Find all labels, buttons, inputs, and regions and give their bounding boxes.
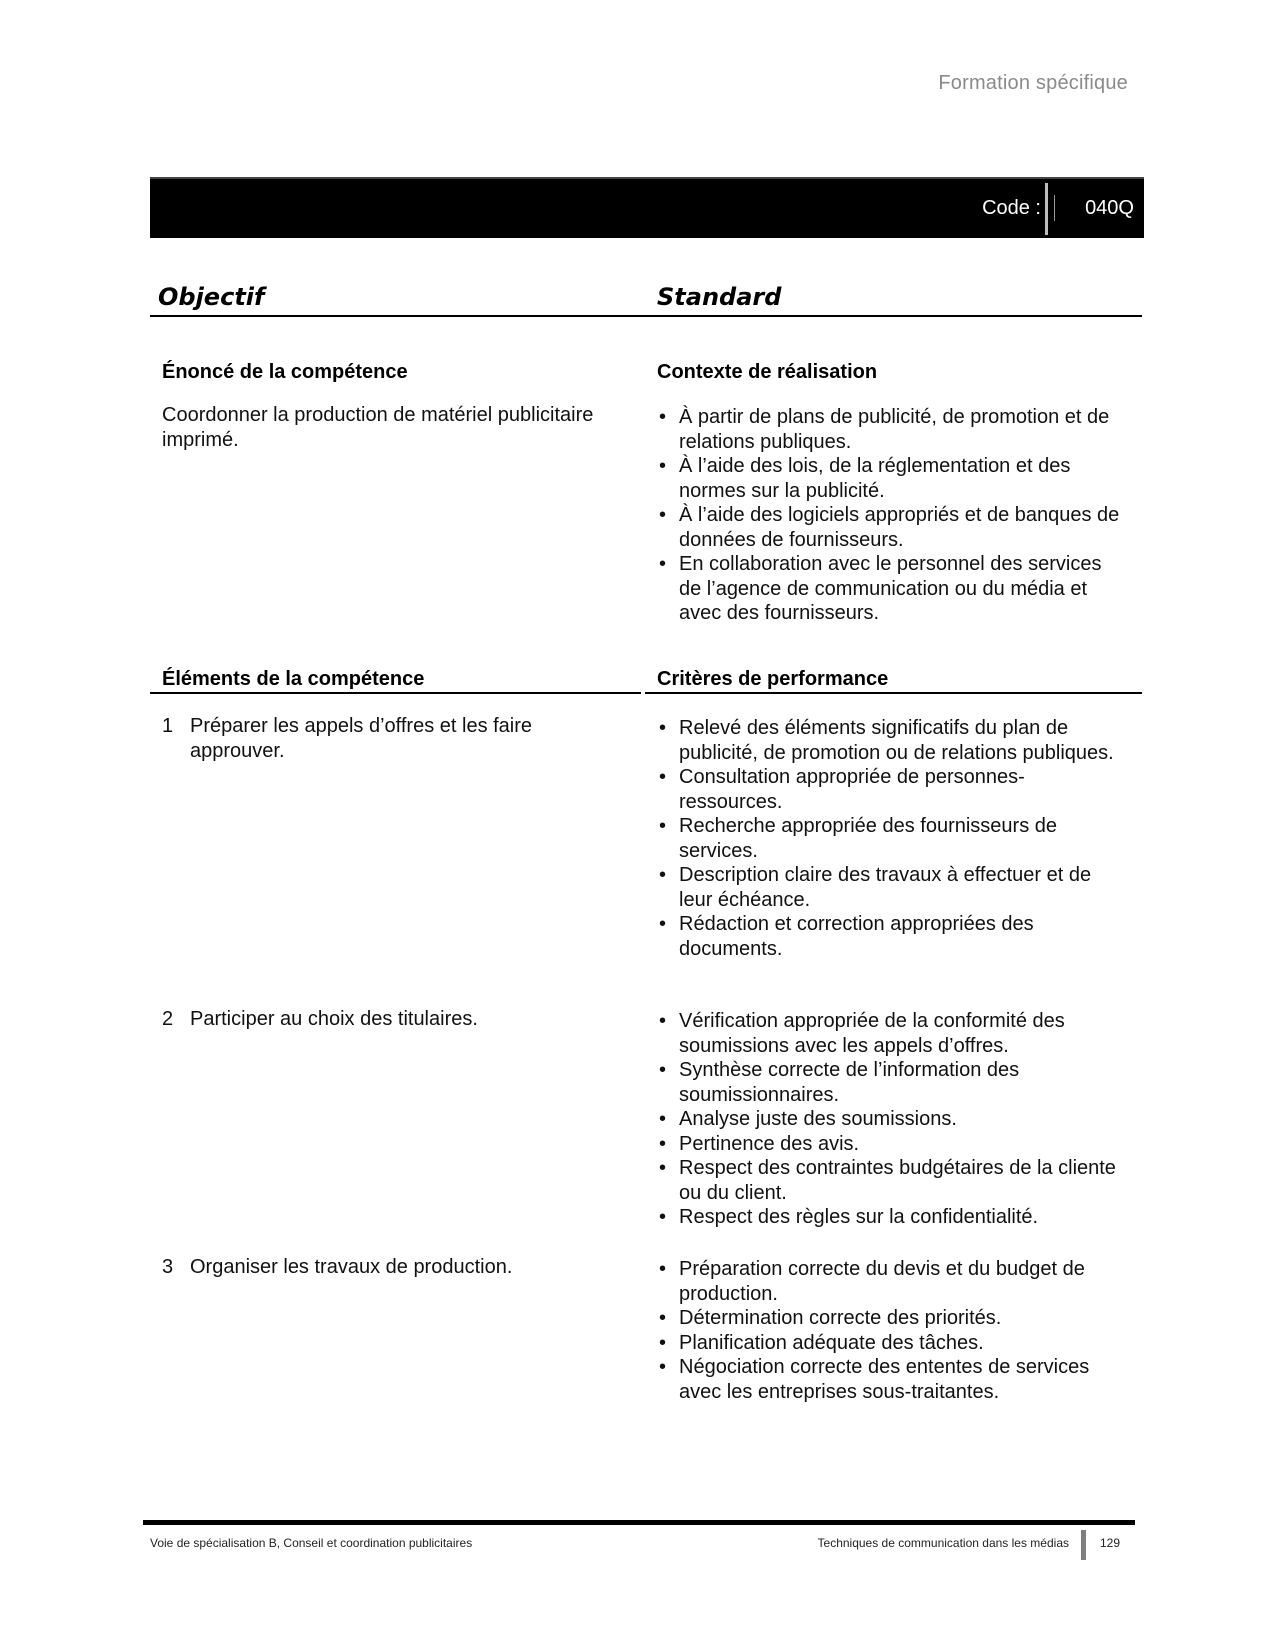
objectif-heading: Objectif [158, 283, 265, 311]
list-item: • Planification adéquate des tâches. [659, 1331, 984, 1354]
list-item: • Consultation appropriée de personnes-ressources. [659, 766, 1025, 813]
list-item: • Détermination correcte des priorités. [659, 1307, 1002, 1329]
element-number: 2 [162, 1008, 174, 1030]
list-item: • Pertinence des avis. [659, 1132, 860, 1155]
standard-heading: Standard [657, 283, 782, 311]
criteria-list-2 [657, 1009, 1127, 1230]
bullet-icon: • [659, 717, 667, 739]
bullet-icon: • [659, 864, 667, 886]
element-text: Participer au choix des titulaires. [190, 1008, 478, 1030]
code-separator [1045, 183, 1048, 235]
list-item: • Analyse juste des soumissions. [659, 1108, 957, 1130]
list-item: • Respect des règles sur la confidentialité. [659, 1206, 1039, 1228]
code-bar [150, 177, 1144, 238]
section-label: Formation spécifique [938, 72, 1128, 94]
list-item: • Respect des contraintes budgétaires de la cliente ou du client. [659, 1157, 1116, 1204]
bullet-icon: • [659, 815, 667, 837]
list-item: • Synthèse correcte de l’information des soumissionnaires. [659, 1059, 1020, 1106]
heading-rule [150, 315, 1142, 317]
element-1 [162, 714, 602, 763]
list-item: • À l’aide des logiciels appropriés et de banques de données de fournisseurs. [659, 504, 1120, 551]
criteria-list-3 [657, 1257, 1127, 1404]
code-separator-thin [1054, 195, 1055, 221]
element-2 [162, 1007, 602, 1032]
list-item: • Rédaction et correction appropriées des documents. [659, 913, 1034, 960]
element-number: 3 [162, 1256, 174, 1278]
list-item: • À partir de plans de publicité, de promotion et de relations publiques. [659, 406, 1110, 453]
element-number: 1 [162, 715, 174, 737]
bullet-icon: • [659, 406, 667, 428]
element-text: Organiser les travaux de production. [190, 1256, 513, 1278]
bullet-icon: • [659, 1331, 667, 1354]
page-number: 129 [1100, 1536, 1121, 1550]
footer-rule [143, 1520, 1135, 1525]
list-item: • Recherche appropriée des fournisseurs de services. [659, 815, 1057, 862]
criteria-title: Critères de performance [657, 668, 889, 690]
list-item: • Relevé des éléments significatifs du plan de publicité, de promotion ou de relations publiques. [659, 717, 1114, 764]
list-item: • Vérification appropriée de la conformité des soumissions avec les appels d’offres. [659, 1010, 1065, 1057]
bullet-icon: • [659, 766, 667, 788]
context-list [657, 405, 1127, 626]
element-3 [162, 1255, 602, 1280]
list-item: • En collaboration avec le personnel des services de l’agence de communication ou du média et avec des fournisseurs. [659, 553, 1102, 624]
list-item: • À l’aide des lois, de la réglementation et des normes sur la publicité. [659, 455, 1071, 502]
elements-rule [150, 692, 641, 694]
bullet-icon: • [659, 455, 667, 477]
list-item: • Description claire des travaux à effectuer et de leur échéance. [659, 864, 1092, 911]
bullet-icon: • [659, 1258, 667, 1280]
bullet-icon: • [659, 1157, 667, 1179]
bullet-icon: • [659, 1059, 667, 1081]
code-value: 040Q [1085, 197, 1134, 219]
elements-title: Éléments de la compétence [162, 668, 425, 690]
bullet-icon: • [659, 553, 667, 575]
bullet-icon: • [659, 913, 667, 935]
criteria-rule [645, 692, 1142, 694]
element-text: Préparer les appels d’offres et les faire approuver. [190, 715, 533, 762]
context-title: Contexte de réalisation [657, 361, 878, 383]
bullet-icon: • [659, 1132, 667, 1155]
footer-program: Voie de spécialisation B, Conseil et coordination publicitaires [150, 1536, 473, 1550]
bullet-icon: • [659, 1108, 667, 1130]
list-item: • Préparation correcte du devis et du budget de production. [659, 1258, 1085, 1305]
bullet-icon: • [659, 1356, 667, 1378]
code-label: Code : [982, 197, 1041, 219]
list-item: • Négociation correcte des ententes de services avec les entreprises sous-traitantes. [659, 1356, 1090, 1403]
bullet-icon: • [659, 504, 667, 526]
footer-separator [1081, 1530, 1086, 1560]
criteria-list-1 [657, 716, 1127, 961]
bullet-icon: • [659, 1307, 667, 1329]
footer-title: Techniques de communication dans les médias [817, 1536, 1069, 1550]
competence-statement: Coordonner la production de matériel publicitaire imprimé. [162, 404, 594, 451]
bullet-icon: • [659, 1010, 667, 1032]
bullet-icon: • [659, 1206, 667, 1228]
competence-title: Énoncé de la compétence [162, 361, 408, 383]
